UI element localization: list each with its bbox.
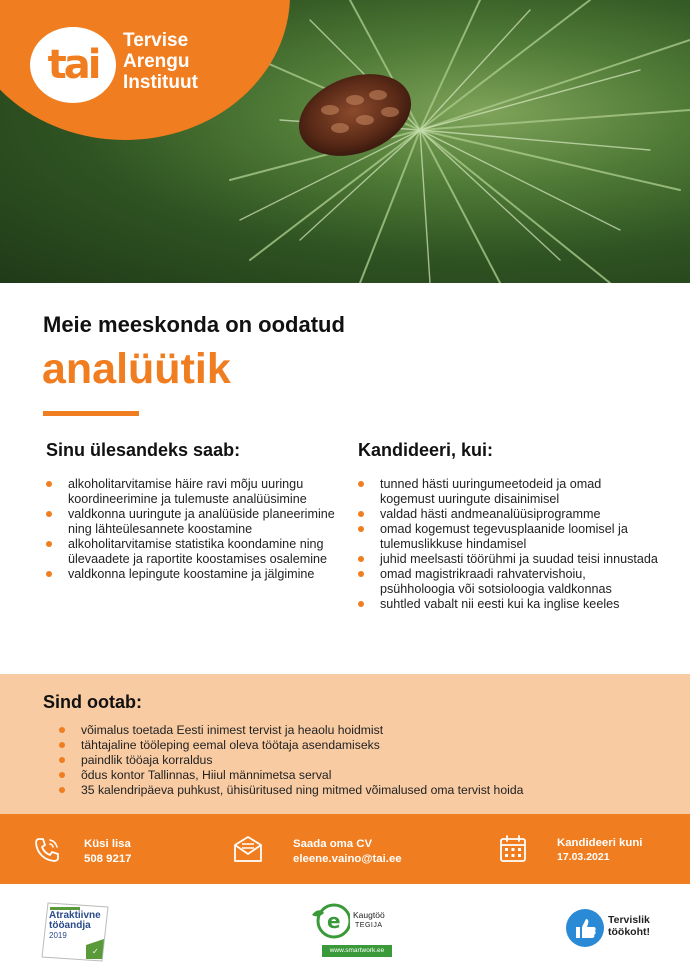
attractive-employer-badge: ✓ Atraktiivne tööandja 2019 xyxy=(38,901,110,963)
deadline-date: 17.03.2021 xyxy=(557,851,610,863)
calendar-icon xyxy=(498,834,528,864)
email-address[interactable]: eleene.vaino@tai.ee xyxy=(293,853,402,865)
svg-text:✓: ✓ xyxy=(92,947,99,956)
requirements-section xyxy=(358,440,658,612)
list-item: omad magistrikraadi rahvatervishoiu, psühholoogia või sotsioloogia valdkonnas xyxy=(358,567,658,597)
email-label: Saada oma CV xyxy=(293,838,373,850)
list-item: suhtled vabalt nii eesti kui ka inglise keeles xyxy=(358,597,658,612)
healthy-workplace-badge: Tervislik töökoht! xyxy=(565,906,660,950)
list-item: juhid meelsasti töörühmi ja suudad teisi innustada xyxy=(358,552,658,567)
list-item: 35 kalendripäeva puhkust, ühisüritused ning mitmed võimalused oma tervist hoida xyxy=(59,783,679,798)
deadline-info xyxy=(470,814,690,884)
svg-text:e: e xyxy=(327,909,341,933)
contact-bar xyxy=(0,814,690,884)
list-item: alkoholitarvitamise statistika koondamine ning ülevaadete ja raportite koostamises osalemine xyxy=(46,537,336,567)
envelope-icon xyxy=(232,834,264,864)
deadline-label: Kandideeri kuni xyxy=(557,837,643,849)
email-contact[interactable] xyxy=(230,814,470,884)
list-item: paindlik tööaja korraldus xyxy=(59,753,679,768)
offer-section xyxy=(0,674,690,814)
title-underline xyxy=(43,411,139,416)
tasks-section xyxy=(46,440,336,582)
phone-label: Küsi lisa xyxy=(84,838,131,850)
requirements-heading: Kandideeri, kui: xyxy=(358,440,494,460)
list-item: valdkonna uuringute ja analüüside planeerimine ning lähteülesannete koostamine xyxy=(46,507,336,537)
thumbs-up-icon xyxy=(565,908,605,948)
list-item: võimalus toetada Eesti inimest tervist ja heaolu hoidmist xyxy=(59,723,679,738)
list-item: tähtajaline tööleping eemal oleva töötaja asendamiseks xyxy=(59,738,679,753)
job-title: analüütik xyxy=(42,345,231,393)
organization-name: Tervise Arengu Instituut xyxy=(123,30,198,93)
smartwork-e-logo xyxy=(310,901,350,941)
hero-image xyxy=(0,0,690,283)
smartwork-badge: e Kaugtöö TEGIJA www.smartwork.ee xyxy=(310,901,395,957)
list-item: valdad hästi andmeanalüüsiprogramme xyxy=(358,507,658,522)
tai-logo: tai xyxy=(30,27,116,103)
list-item: omad kogemust tegevusplaanide loomisel ja tulemuslikkuse hindamisel xyxy=(358,522,658,552)
phone-number: 508 9217 xyxy=(84,853,132,865)
list-item: tunned hästi uuringumeetodeid ja omad kogemust uuringute disainimisel xyxy=(358,477,658,507)
intro-text: Meie meeskonda on oodatud xyxy=(43,312,345,337)
offer-heading: Sind ootab: xyxy=(43,692,142,712)
list-item: alkoholitarvitamise häire ravi mõju uuringu koordineerimine ja tulemuste analüüsimine xyxy=(46,477,336,507)
list-item: valdkonna lepingute koostamine ja jälgimine xyxy=(46,567,336,582)
phone-icon xyxy=(33,836,61,864)
list-item: õdus kontor Tallinnas, Hiiul männimetsa serval xyxy=(59,768,679,783)
tasks-heading: Sinu ülesandeks saab: xyxy=(46,440,241,460)
phone-contact[interactable] xyxy=(0,814,230,884)
